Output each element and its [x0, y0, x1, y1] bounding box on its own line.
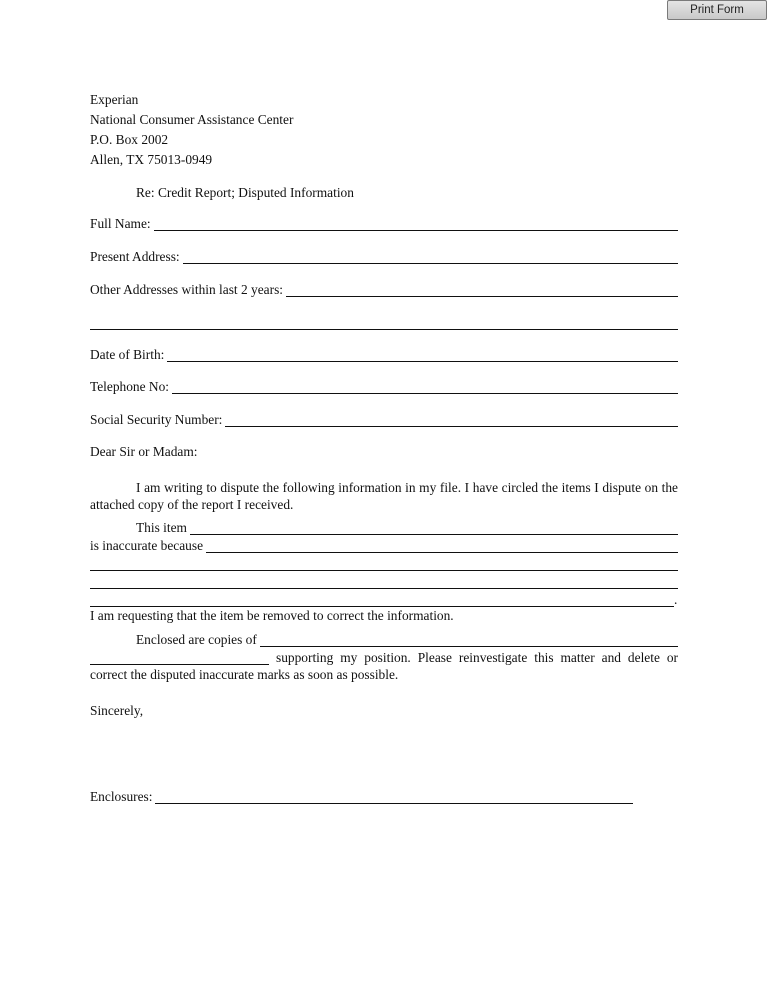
dob-row — [90, 345, 678, 365]
dob-field[interactable] — [167, 349, 678, 362]
present-address-label: Present Address: — [90, 249, 180, 264]
reason-row-2 — [90, 554, 678, 574]
dob-label: Date of Birth: — [90, 347, 165, 362]
removal-request: I am requesting that the item be removed to correct the information. — [90, 608, 454, 623]
this-item-label: This item — [136, 520, 187, 535]
ssn-field[interactable] — [225, 414, 678, 427]
closing: Sincerely, — [90, 703, 144, 718]
other-addresses-row — [90, 280, 678, 300]
salutation: Dear Sir or Madam: — [90, 444, 198, 459]
inaccurate-because-row — [90, 536, 678, 556]
this-item-row — [90, 518, 678, 538]
full-name-row — [90, 214, 678, 234]
recipient-city: Allen, TX 75013-0949 — [90, 152, 213, 167]
reason-field[interactable] — [206, 540, 678, 553]
recipient-department: National Consumer Assistance Center — [90, 112, 294, 127]
recipient-name: Experian — [90, 92, 139, 107]
other-addresses-field[interactable] — [286, 284, 678, 297]
reason-period: . — [674, 592, 678, 607]
ssn-row — [90, 410, 678, 430]
full-name-field[interactable] — [154, 218, 678, 231]
supporting-paragraph: supporting my position. Please reinvestigate this matter and delete or correct the disputed inaccurate marks as soon as possible. — [90, 650, 678, 682]
telephone-label: Telephone No: — [90, 379, 170, 394]
dispute-paragraph: I am writing to dispute the following information in my file. I have circled the items I dispute on the attached copy of the report I received. — [90, 480, 678, 512]
enclosed-row — [90, 630, 678, 650]
enclosures-label: Enclosures: — [90, 789, 153, 804]
enclosed-copies-field-line-2[interactable] — [90, 650, 269, 665]
disputed-item-field[interactable] — [190, 522, 678, 535]
enclosed-label: Enclosed are copies of — [136, 632, 257, 647]
reason-field-line-2[interactable] — [90, 558, 678, 571]
telephone-row — [90, 377, 678, 397]
present-address-field[interactable] — [183, 251, 678, 264]
reason-row-3 — [90, 572, 678, 592]
enclosed-copies-field[interactable] — [260, 634, 678, 647]
re-line: Re: Credit Report; Disputed Information — [136, 185, 354, 200]
other-addresses-continued-row — [90, 313, 678, 333]
present-address-row — [90, 247, 678, 267]
other-addresses-field-line-2[interactable] — [90, 317, 678, 330]
telephone-field[interactable] — [172, 381, 678, 394]
inaccurate-because-label: is inaccurate because — [90, 538, 204, 553]
recipient-po-box: P.O. Box 2002 — [90, 132, 169, 147]
enclosures-field[interactable] — [155, 791, 633, 804]
ssn-label: Social Security Number: — [90, 412, 223, 427]
reason-field-line-3[interactable] — [90, 576, 678, 589]
enclosures-row — [90, 787, 633, 807]
full-name-label: Full Name: — [90, 216, 151, 231]
print-form-button[interactable]: Print Form — [667, 0, 767, 20]
other-addresses-label: Other Addresses within last 2 years: — [90, 282, 284, 297]
